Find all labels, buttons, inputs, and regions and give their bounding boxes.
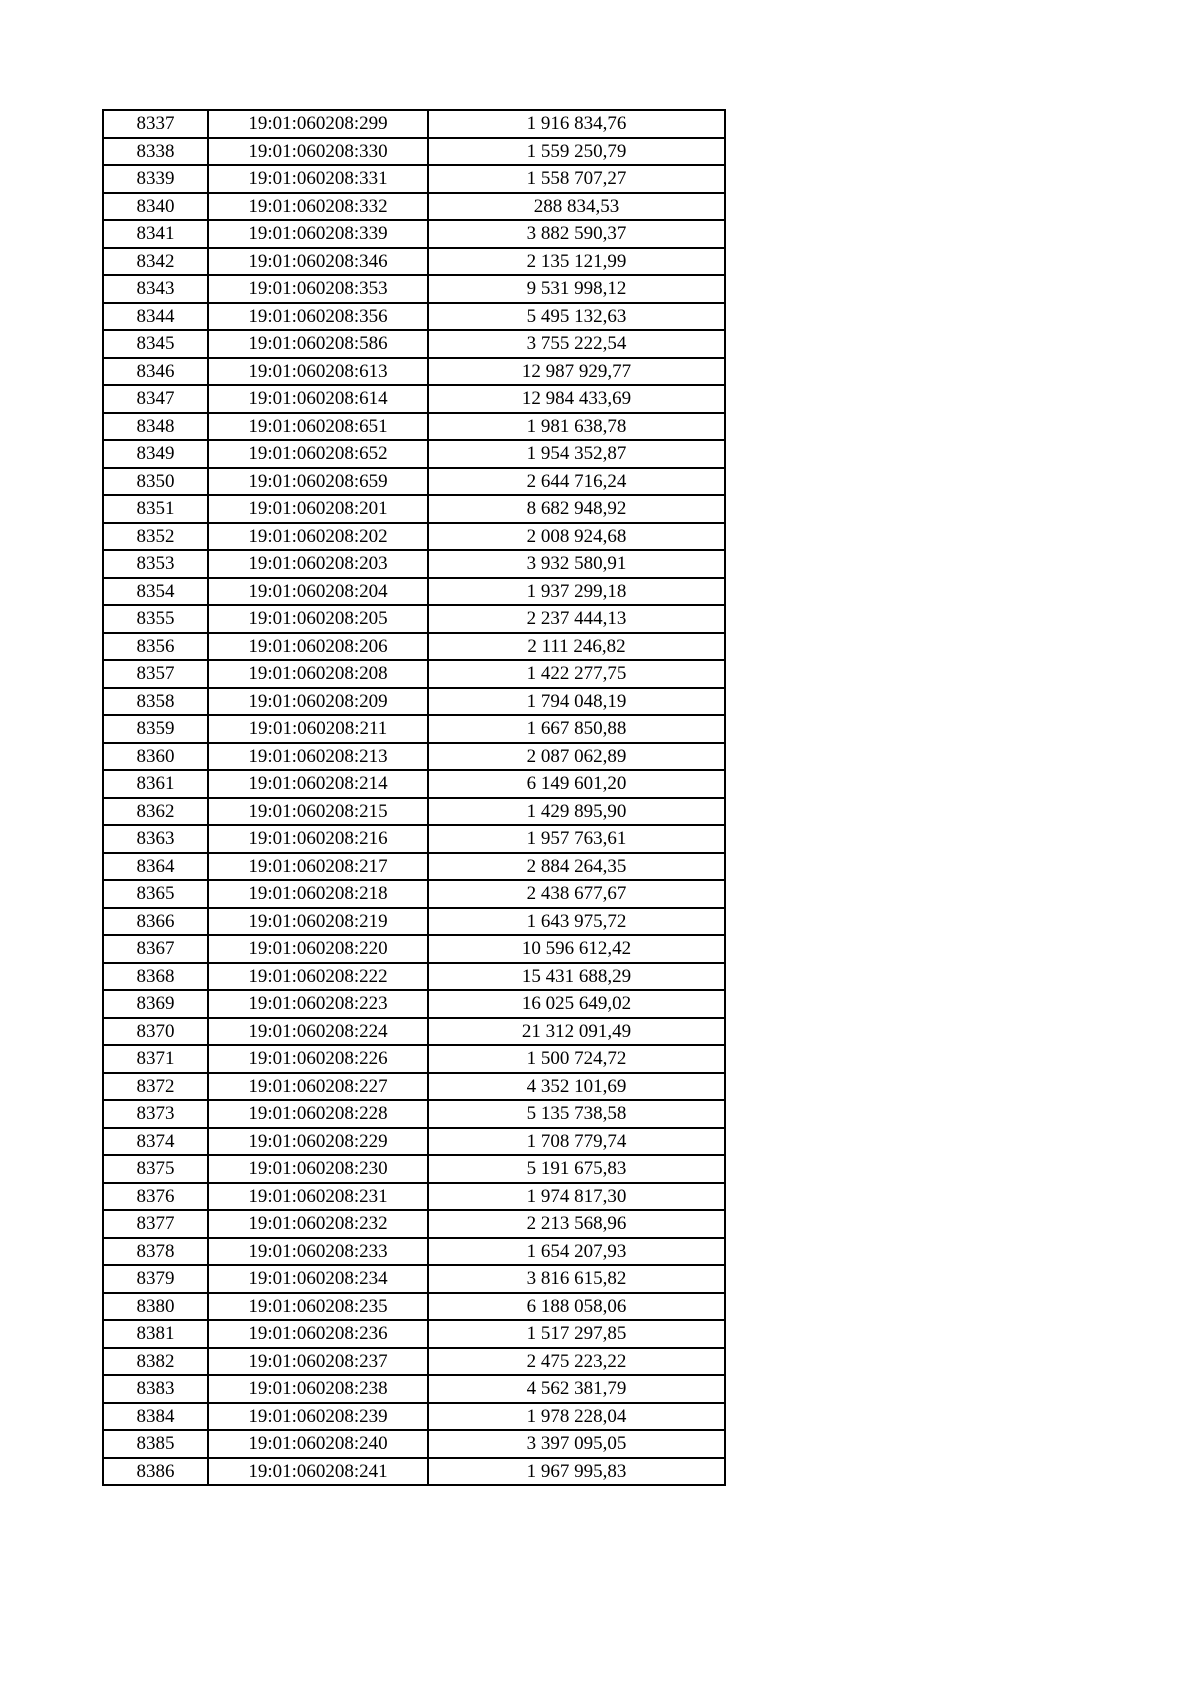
table-row — [103, 715, 725, 743]
row-number-cell: 8383 — [103, 1375, 208, 1403]
table-row — [103, 963, 725, 991]
row-number-cell: 8382 — [103, 1348, 208, 1376]
table-row — [103, 1210, 725, 1238]
cadastral-value-cell: 1 517 297,85 — [428, 1320, 725, 1348]
row-number-cell: 8351 — [103, 495, 208, 523]
cadastral-number-cell: 19:01:060208:614 — [208, 385, 428, 413]
row-number-cell: 8344 — [103, 303, 208, 331]
cadastral-value-cell: 2 237 444,13 — [428, 605, 725, 633]
cadastral-value-cell: 1 667 850,88 — [428, 715, 725, 743]
table-row — [103, 1348, 725, 1376]
table-row — [103, 523, 725, 551]
cadastral-value-cell: 1 794 048,19 — [428, 688, 725, 716]
table-row — [103, 1073, 725, 1101]
cadastral-value-cell: 2 111 246,82 — [428, 633, 725, 661]
table-row — [103, 770, 725, 798]
table-row — [103, 165, 725, 193]
row-number-cell: 8342 — [103, 248, 208, 276]
cadastral-number-cell: 19:01:060208:230 — [208, 1155, 428, 1183]
row-number-cell: 8343 — [103, 275, 208, 303]
row-number-cell: 8347 — [103, 385, 208, 413]
table-row — [103, 688, 725, 716]
row-number-cell: 8353 — [103, 550, 208, 578]
row-number-cell: 8367 — [103, 935, 208, 963]
cadastral-value-cell: 1 981 638,78 — [428, 413, 725, 441]
row-number-cell: 8385 — [103, 1430, 208, 1458]
cadastral-value-cell: 3 755 222,54 — [428, 330, 725, 358]
cadastral-value-cell: 1 422 277,75 — [428, 660, 725, 688]
cadastral-value-cell: 2 438 677,67 — [428, 880, 725, 908]
table-row — [103, 193, 725, 221]
cadastral-number-cell: 19:01:060208:346 — [208, 248, 428, 276]
cadastral-number-cell: 19:01:060208:299 — [208, 110, 428, 138]
cadastral-value-cell: 2 475 223,22 — [428, 1348, 725, 1376]
cadastral-value-cell: 15 431 688,29 — [428, 963, 725, 991]
table-row — [103, 1430, 725, 1458]
row-number-cell: 8369 — [103, 990, 208, 1018]
table-row — [103, 743, 725, 771]
row-number-cell: 8375 — [103, 1155, 208, 1183]
cadastral-value-cell: 4 562 381,79 — [428, 1375, 725, 1403]
row-number-cell: 8358 — [103, 688, 208, 716]
cadastral-number-cell: 19:01:060208:236 — [208, 1320, 428, 1348]
row-number-cell: 8359 — [103, 715, 208, 743]
cadastral-number-cell: 19:01:060208:228 — [208, 1100, 428, 1128]
table-row — [103, 550, 725, 578]
table-row — [103, 495, 725, 523]
row-number-cell: 8379 — [103, 1265, 208, 1293]
cadastral-value-cell: 6 149 601,20 — [428, 770, 725, 798]
cadastral-number-cell: 19:01:060208:330 — [208, 138, 428, 166]
cadastral-number-cell: 19:01:060208:229 — [208, 1128, 428, 1156]
cadastral-value-cell: 12 984 433,69 — [428, 385, 725, 413]
row-number-cell: 8386 — [103, 1458, 208, 1486]
row-number-cell: 8352 — [103, 523, 208, 551]
cadastral-number-cell: 19:01:060208:219 — [208, 908, 428, 936]
table-row — [103, 468, 725, 496]
row-number-cell: 8362 — [103, 798, 208, 826]
table-row — [103, 358, 725, 386]
row-number-cell: 8348 — [103, 413, 208, 441]
cadastral-value-cell: 1 429 895,90 — [428, 798, 725, 826]
cadastral-value-cell: 1 708 779,74 — [428, 1128, 725, 1156]
row-number-cell: 8350 — [103, 468, 208, 496]
row-number-cell: 8349 — [103, 440, 208, 468]
cadastral-value-cell: 288 834,53 — [428, 193, 725, 221]
cadastral-value-cell: 2 213 568,96 — [428, 1210, 725, 1238]
cadastral-number-cell: 19:01:060208:234 — [208, 1265, 428, 1293]
cadastral-value-cell: 12 987 929,77 — [428, 358, 725, 386]
cadastral-number-cell: 19:01:060208:356 — [208, 303, 428, 331]
cadastral-value-cell: 2 135 121,99 — [428, 248, 725, 276]
table-row — [103, 880, 725, 908]
table-row — [103, 1238, 725, 1266]
table-row — [103, 1265, 725, 1293]
cadastral-number-cell: 19:01:060208:213 — [208, 743, 428, 771]
cadastral-number-cell: 19:01:060208:331 — [208, 165, 428, 193]
table-body — [103, 110, 725, 1485]
cadastral-value-cell: 2 884 264,35 — [428, 853, 725, 881]
row-number-cell: 8373 — [103, 1100, 208, 1128]
row-number-cell: 8370 — [103, 1018, 208, 1046]
cadastral-number-cell: 19:01:060208:233 — [208, 1238, 428, 1266]
row-number-cell: 8368 — [103, 963, 208, 991]
cadastral-value-cell: 2 644 716,24 — [428, 468, 725, 496]
cadastral-number-cell: 19:01:060208:239 — [208, 1403, 428, 1431]
cadastral-number-cell: 19:01:060208:659 — [208, 468, 428, 496]
table-row — [103, 413, 725, 441]
cadastral-number-cell: 19:01:060208:205 — [208, 605, 428, 633]
cadastral-value-cell: 16 025 649,02 — [428, 990, 725, 1018]
cadastral-value-cell: 10 596 612,42 — [428, 935, 725, 963]
cadastral-number-cell: 19:01:060208:202 — [208, 523, 428, 551]
table-row — [103, 1045, 725, 1073]
cadastral-number-cell: 19:01:060208:238 — [208, 1375, 428, 1403]
row-number-cell: 8377 — [103, 1210, 208, 1238]
cadastral-value-cell: 3 816 615,82 — [428, 1265, 725, 1293]
row-number-cell: 8339 — [103, 165, 208, 193]
cadastral-number-cell: 19:01:060208:613 — [208, 358, 428, 386]
row-number-cell: 8374 — [103, 1128, 208, 1156]
cadastral-value-cell: 1 974 817,30 — [428, 1183, 725, 1211]
cadastral-number-cell: 19:01:060208:227 — [208, 1073, 428, 1101]
cadastral-value-cell: 21 312 091,49 — [428, 1018, 725, 1046]
table-row — [103, 605, 725, 633]
cadastral-number-cell: 19:01:060208:237 — [208, 1348, 428, 1376]
cadastral-value-cell: 5 135 738,58 — [428, 1100, 725, 1128]
table-row — [103, 275, 725, 303]
row-number-cell: 8381 — [103, 1320, 208, 1348]
cadastral-value-cell: 1 916 834,76 — [428, 110, 725, 138]
cadastral-number-cell: 19:01:060208:206 — [208, 633, 428, 661]
table-row — [103, 220, 725, 248]
table-row — [103, 825, 725, 853]
row-number-cell: 8376 — [103, 1183, 208, 1211]
table-row — [103, 990, 725, 1018]
cadastral-value-cell: 1 954 352,87 — [428, 440, 725, 468]
table-row — [103, 1100, 725, 1128]
cadastral-value-cell: 1 558 707,27 — [428, 165, 725, 193]
cadastral-value-cell: 1 654 207,93 — [428, 1238, 725, 1266]
cadastral-number-cell: 19:01:060208:211 — [208, 715, 428, 743]
row-number-cell: 8356 — [103, 633, 208, 661]
row-number-cell: 8378 — [103, 1238, 208, 1266]
table-row — [103, 853, 725, 881]
table-row — [103, 1018, 725, 1046]
cadastral-number-cell: 19:01:060208:218 — [208, 880, 428, 908]
cadastral-value-cell: 1 500 724,72 — [428, 1045, 725, 1073]
cadastral-number-cell: 19:01:060208:209 — [208, 688, 428, 716]
cadastral-number-cell: 19:01:060208:226 — [208, 1045, 428, 1073]
row-number-cell: 8357 — [103, 660, 208, 688]
table-row — [103, 303, 725, 331]
row-number-cell: 8384 — [103, 1403, 208, 1431]
cadastral-value-cell: 1 967 995,83 — [428, 1458, 725, 1486]
cadastral-number-cell: 19:01:060208:220 — [208, 935, 428, 963]
table-row — [103, 1128, 725, 1156]
cadastral-number-cell: 19:01:060208:586 — [208, 330, 428, 358]
table-row — [103, 1458, 725, 1486]
row-number-cell: 8341 — [103, 220, 208, 248]
row-number-cell: 8380 — [103, 1293, 208, 1321]
row-number-cell: 8345 — [103, 330, 208, 358]
cadastral-value-cell: 5 191 675,83 — [428, 1155, 725, 1183]
table-row — [103, 798, 725, 826]
table-row — [103, 935, 725, 963]
row-number-cell: 8337 — [103, 110, 208, 138]
cadastral-value-cell: 5 495 132,63 — [428, 303, 725, 331]
cadastral-value-cell: 1 937 299,18 — [428, 578, 725, 606]
cadastral-number-cell: 19:01:060208:231 — [208, 1183, 428, 1211]
cadastral-number-cell: 19:01:060208:214 — [208, 770, 428, 798]
cadastral-value-cell: 2 087 062,89 — [428, 743, 725, 771]
cadastral-number-cell: 19:01:060208:223 — [208, 990, 428, 1018]
cadastral-number-cell: 19:01:060208:203 — [208, 550, 428, 578]
row-number-cell: 8366 — [103, 908, 208, 936]
cadastral-number-cell: 19:01:060208:215 — [208, 798, 428, 826]
cadastral-number-cell: 19:01:060208:217 — [208, 853, 428, 881]
cadastral-number-cell: 19:01:060208:240 — [208, 1430, 428, 1458]
table-row — [103, 1375, 725, 1403]
row-number-cell: 8355 — [103, 605, 208, 633]
cadastral-value-cell: 1 559 250,79 — [428, 138, 725, 166]
table-row — [103, 385, 725, 413]
table-row — [103, 1403, 725, 1431]
cadastral-value-cell: 1 957 763,61 — [428, 825, 725, 853]
table-row — [103, 138, 725, 166]
cadastral-value-cell: 3 882 590,37 — [428, 220, 725, 248]
table-row — [103, 248, 725, 276]
row-number-cell: 8364 — [103, 853, 208, 881]
table-row — [103, 578, 725, 606]
cadastral-number-cell: 19:01:060208:208 — [208, 660, 428, 688]
table-row — [103, 633, 725, 661]
cadastral-number-cell: 19:01:060208:235 — [208, 1293, 428, 1321]
row-number-cell: 8360 — [103, 743, 208, 771]
row-number-cell: 8371 — [103, 1045, 208, 1073]
row-number-cell: 8361 — [103, 770, 208, 798]
cadastral-value-cell: 6 188 058,06 — [428, 1293, 725, 1321]
table-row — [103, 330, 725, 358]
table-row — [103, 908, 725, 936]
cadastral-number-cell: 19:01:060208:332 — [208, 193, 428, 221]
cadastral-number-cell: 19:01:060208:232 — [208, 1210, 428, 1238]
table-row — [103, 440, 725, 468]
cadastral-value-cell: 8 682 948,92 — [428, 495, 725, 523]
row-number-cell: 8372 — [103, 1073, 208, 1101]
table-row — [103, 1293, 725, 1321]
cadastral-number-cell: 19:01:060208:652 — [208, 440, 428, 468]
table-row — [103, 1183, 725, 1211]
cadastral-value-table — [102, 109, 726, 1486]
row-number-cell: 8340 — [103, 193, 208, 221]
cadastral-number-cell: 19:01:060208:216 — [208, 825, 428, 853]
cadastral-value-cell: 2 008 924,68 — [428, 523, 725, 551]
table-row — [103, 660, 725, 688]
cadastral-value-cell: 3 397 095,05 — [428, 1430, 725, 1458]
cadastral-number-cell: 19:01:060208:651 — [208, 413, 428, 441]
cadastral-value-cell: 4 352 101,69 — [428, 1073, 725, 1101]
cadastral-value-cell: 3 932 580,91 — [428, 550, 725, 578]
cadastral-value-cell: 1 978 228,04 — [428, 1403, 725, 1431]
cadastral-number-cell: 19:01:060208:224 — [208, 1018, 428, 1046]
cadastral-number-cell: 19:01:060208:201 — [208, 495, 428, 523]
row-number-cell: 8354 — [103, 578, 208, 606]
cadastral-value-cell: 9 531 998,12 — [428, 275, 725, 303]
row-number-cell: 8346 — [103, 358, 208, 386]
table-row — [103, 1320, 725, 1348]
table-row — [103, 110, 725, 138]
cadastral-number-cell: 19:01:060208:204 — [208, 578, 428, 606]
table-row — [103, 1155, 725, 1183]
cadastral-number-cell: 19:01:060208:241 — [208, 1458, 428, 1486]
cadastral-number-cell: 19:01:060208:353 — [208, 275, 428, 303]
cadastral-number-cell: 19:01:060208:339 — [208, 220, 428, 248]
row-number-cell: 8338 — [103, 138, 208, 166]
cadastral-number-cell: 19:01:060208:222 — [208, 963, 428, 991]
row-number-cell: 8365 — [103, 880, 208, 908]
row-number-cell: 8363 — [103, 825, 208, 853]
cadastral-value-cell: 1 643 975,72 — [428, 908, 725, 936]
